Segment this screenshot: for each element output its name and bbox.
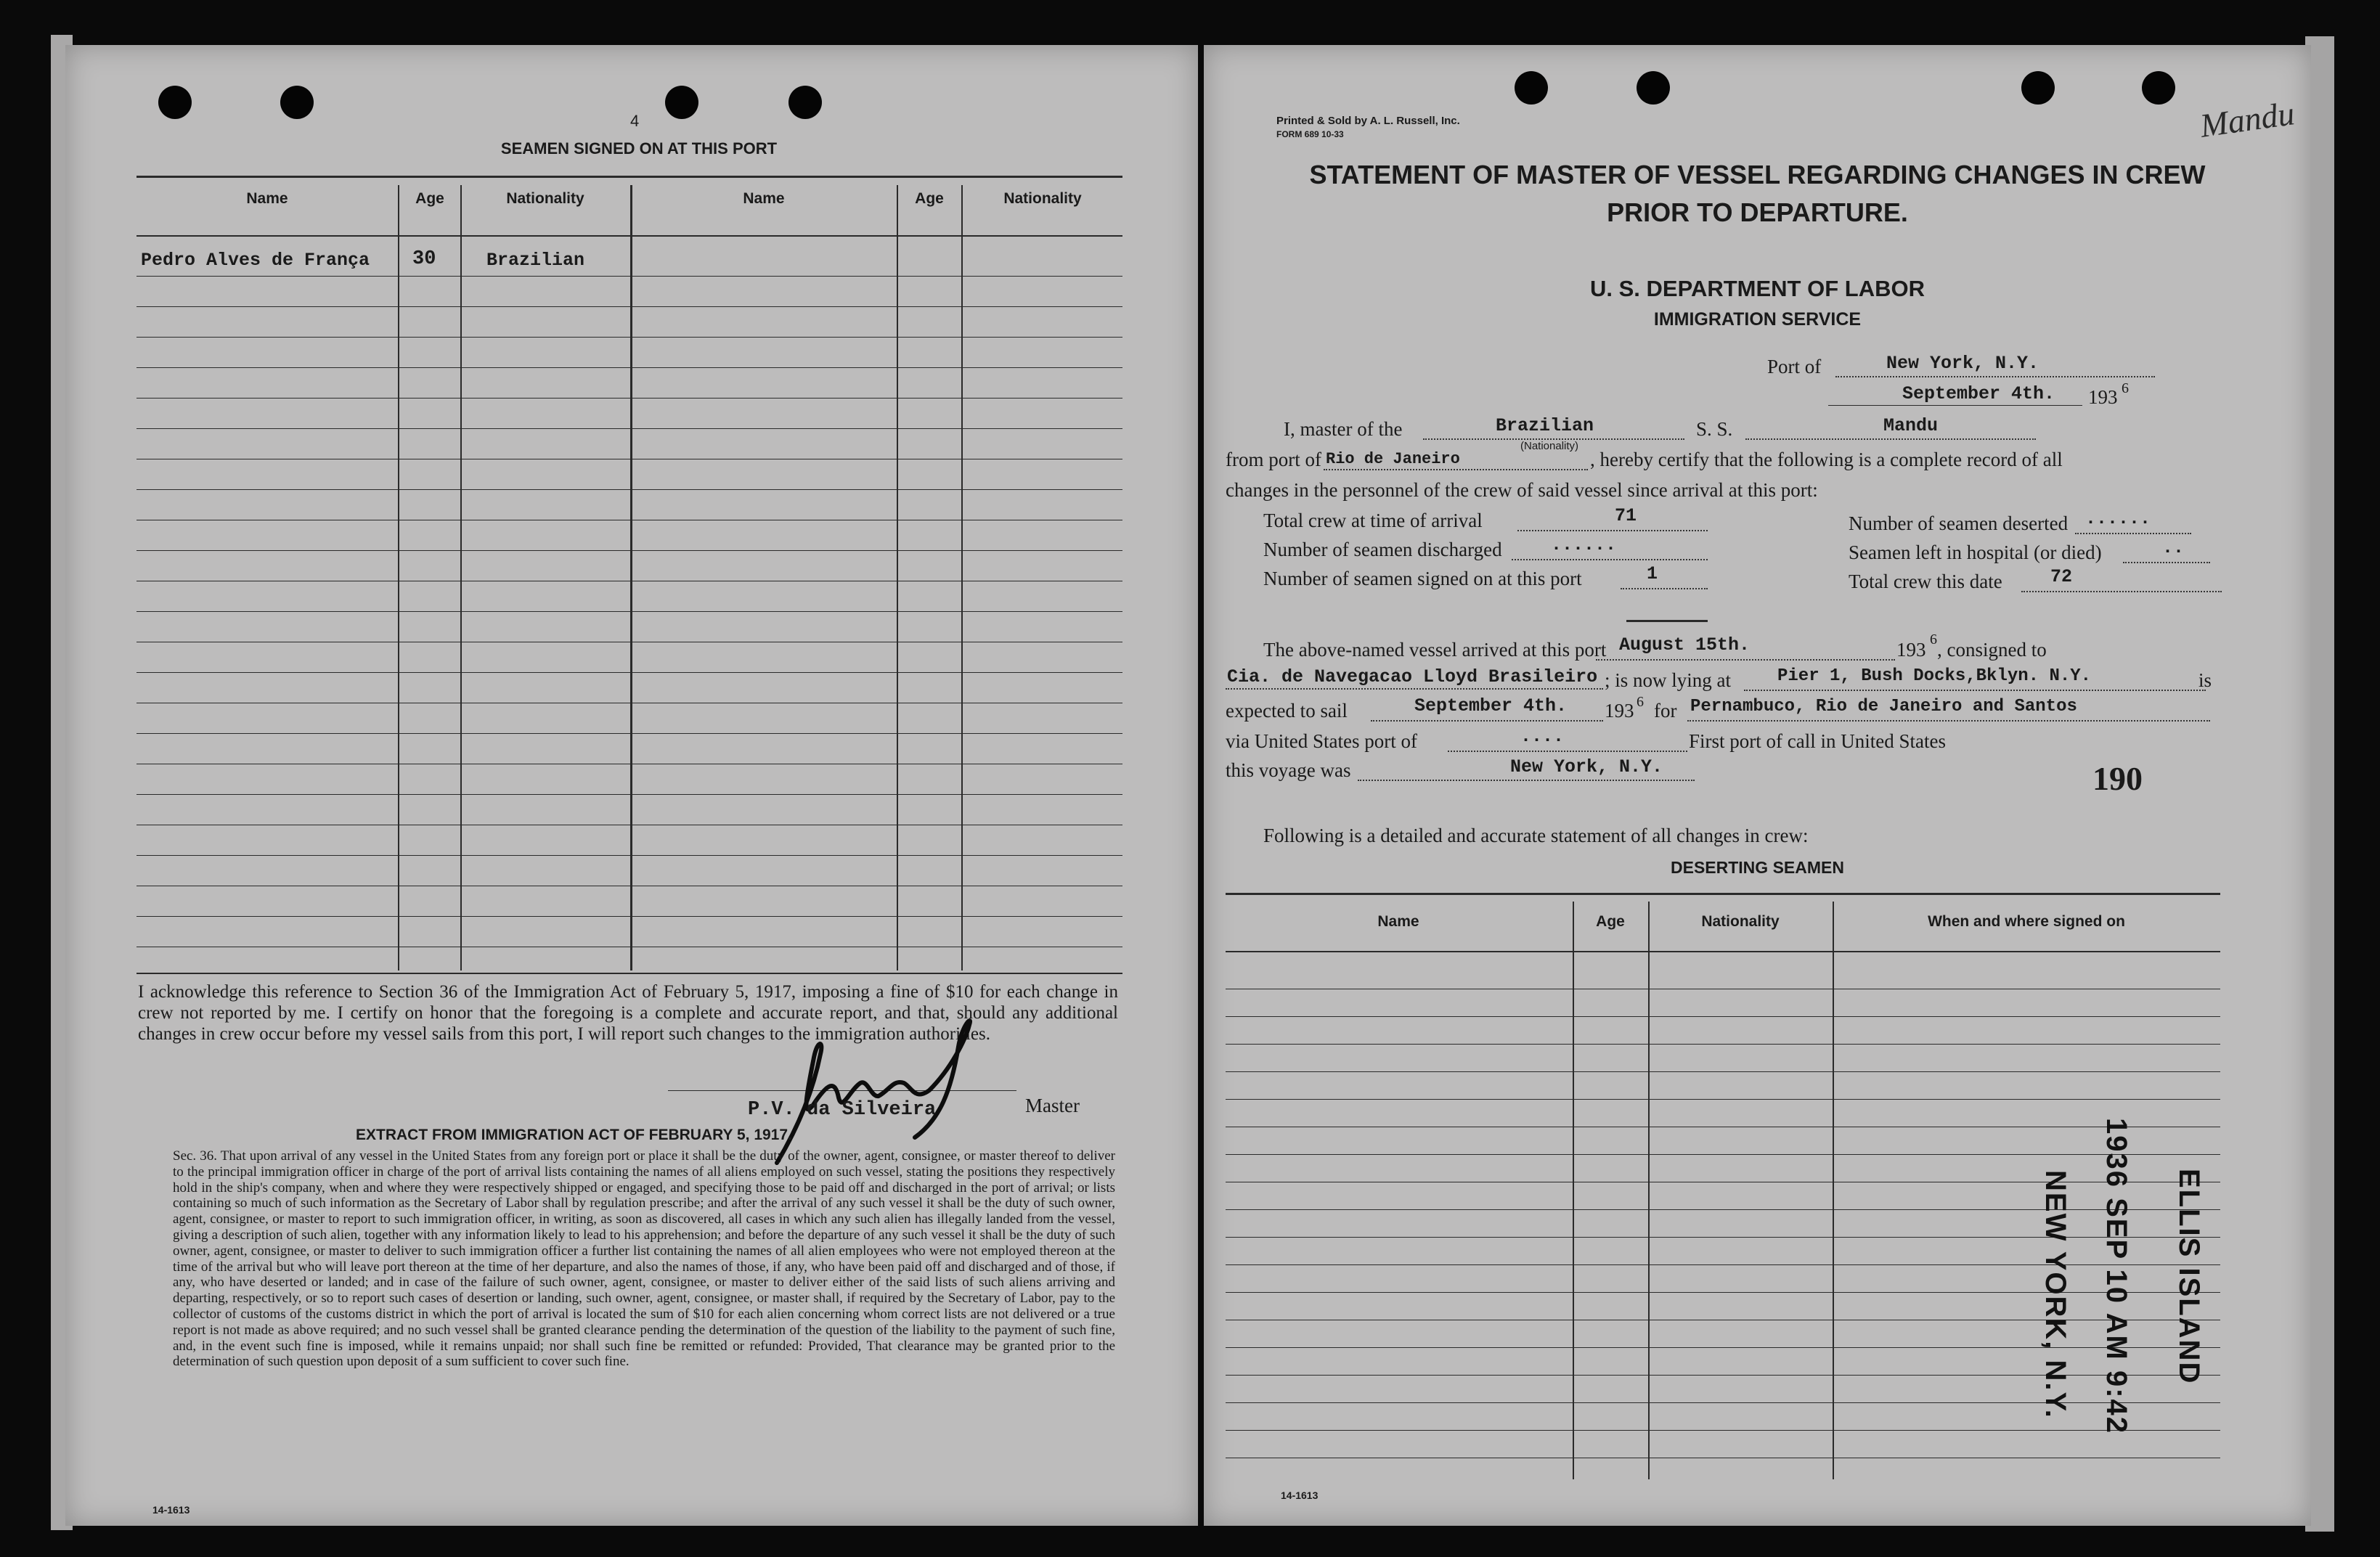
col-header-age-2: Age [915, 190, 944, 207]
col-header-name: Name [1377, 913, 1419, 930]
voyage-value: New York, N.Y. [1510, 756, 1663, 777]
signature-name: P.V. da Silveira [748, 1099, 937, 1121]
sail-value: September 4th. [1414, 695, 1568, 716]
master-label: Master [1025, 1095, 1080, 1116]
for-label: for [1654, 700, 1677, 722]
left-page [65, 45, 1198, 1526]
lying-suffix: is [2198, 669, 2212, 691]
certify-text: , hereby certify that the following is a complete record of all [1590, 449, 2063, 470]
destination: Pernambuco, Rio de Janeiro and Santos [1690, 697, 2077, 716]
punch-hole [665, 86, 698, 119]
sum-line [1626, 620, 1708, 622]
hospital-label: Seamen left in hospital (or died) [1849, 542, 2102, 563]
service: IMMIGRATION SERVICE [1653, 309, 1862, 330]
following-text: Following is a detailed and accurate statement of all changes in crew: [1263, 825, 1809, 846]
date-value: September 4th. [1902, 383, 2055, 404]
deserting-title: DESERTING SEAMEN [1671, 858, 1844, 877]
punch-hole [158, 86, 192, 119]
col-header-name: Name [246, 190, 288, 207]
sail-label: expected to sail [1226, 700, 1348, 722]
lying-value: Pier 1, Bush Docks,Bklyn. N.Y. [1777, 666, 2092, 686]
master-of-label: I, master of the [1284, 418, 1403, 440]
extract-title: EXTRACT FROM IMMIGRATION ACT OF FEBRUARY 5, 1917. [356, 1127, 792, 1143]
stamp-line-1: ELLIS ISLAND [2173, 1169, 2205, 1385]
entry-age: 30 [412, 248, 436, 270]
sail-year-prefix: 193 [1605, 700, 1634, 722]
consigned-label: , consigned to [1937, 639, 2047, 661]
stamp-number: 190 [2092, 760, 2143, 797]
entry-nationality: Brazilian [486, 250, 585, 271]
from-port-label: from port of [1226, 449, 1321, 470]
form-code-left: 14-1613 [152, 1504, 190, 1516]
discharged-label: Number of seamen discharged [1263, 539, 1502, 560]
col-header-nationality-2: Nationality [1003, 190, 1082, 207]
punch-hole [280, 86, 314, 119]
year-digit: 6 [2122, 380, 2129, 396]
page-number: 4 [630, 112, 640, 130]
year-prefix: 193 [2088, 386, 2118, 408]
voyage-label: this voyage was [1226, 759, 1351, 781]
via-value: .... [1520, 726, 1565, 747]
discharged-value: ...... [1551, 534, 1617, 555]
punch-hole [1637, 71, 1670, 105]
lying-label: ; is now lying at [1605, 669, 1731, 691]
first-port-label: First port of call in United States [1689, 730, 1946, 752]
arrived-value: August 15th. [1619, 634, 1751, 655]
nationality-caption: (Nationality) [1520, 440, 1579, 452]
col-header-nationality: Nationality [506, 190, 584, 207]
total-date-value: 72 [2050, 566, 2073, 587]
total-arrival-label: Total crew at time of arrival [1263, 510, 1483, 531]
printer-credit: Printed & Sold by A. L. Russell, Inc. [1276, 115, 1460, 127]
section-title: SEAMEN SIGNED ON AT THIS PORT [500, 139, 778, 158]
entry-name: Pedro Alves de França [141, 250, 370, 271]
form-code-right: 14-1613 [1281, 1489, 1319, 1501]
punch-hole [788, 86, 822, 119]
total-arrival-value: 71 [1615, 505, 1637, 526]
extract-text: Sec. 36. That upon arrival of any vessel in the United States from any foreign port or place it shall be the duty of the owner, agent, consignee, or master thereof to deliver to the principal immigration officer in charge of the port of arrival lists containing the names of all aliens employed on such vessel, stating the positions they respectively hold in the ship's company, when and where they were respectively shipped or engaged, and specifying those to be paid off and discharged in the port of arrival; or lists containing so much of such information as the Secretary of Labor shall by regulation prescribe; and after the arrival of any such vessel it shall be the duty of such owner, agent, consignee, or master to report to such immigration officer, in writing, as soon as discovered, all cases in which any such alien has illegally landed from the vessel, giving a description of such alien, together with any information likely to lead to his apprehension; and before the departure of any such vessel it shall be the duty of such owner, agent, consignee, or master to deliver to such immigration officer a further list containing the names of all alien employees who were not employed thereon at the time of the arrival but who will leave port thereon at the time of her departure, and also the names of those, if any, who have been paid off and discharged and of those, if any, who have deserted or landed; and in case of the failure of such owner, agent, consignee, or master to deliver either of the said lists of such aliens arriving and departing, respectively, or so to report such cases of desertion or landing, such owner, agent, consignee, or master shall, if required by the Secretary of Labor, pay to the collector of customs of the customs district in which the port of arrival is located the sum of $10 for each alien concerning whom correct lists are not delivered or a true report is not made as above required; and no such vessel shall be granted clearance pending the determination of the question of the liability to the payment of such fine, and, in the event such fine is imposed, while it remains unpaid; nor shall such fine be remitted or refunded: Provided, That clearance may be granted prior to the determination of such question upon deposit of a sum sufficient to cover such fine. [173, 1148, 1115, 1370]
nationality-value: Brazilian [1496, 415, 1594, 436]
changes-text: changes in the personnel of the crew of said vessel since arrival at this port: [1226, 479, 1818, 501]
title-line-1: STATEMENT OF MASTER OF VESSEL REGARDING CHANGES IN CREW [1309, 160, 2206, 189]
stamp-line-3: NEW YORK, N.Y. [2039, 1170, 2071, 1419]
form-number: FORM 689 10-33 [1276, 129, 1344, 139]
stamp-line-2: 1936 SEP 10 AM 9:42 [2100, 1118, 2132, 1435]
title-line-2: PRIOR TO DEPARTURE. [1607, 197, 1908, 227]
deserted-label: Number of seamen deserted [1849, 512, 2069, 534]
from-port-value: Rio de Janeiro [1326, 450, 1460, 468]
signature-scribble [733, 1010, 1038, 1170]
consignee: Cia. de Navegacao Lloyd Brasileiro [1227, 666, 1598, 687]
signed-on-label: Number of seamen signed on at this port [1263, 568, 1582, 589]
department: U. S. DEPARTMENT OF LABOR [1590, 276, 1925, 301]
punch-hole [2021, 71, 2055, 105]
via-label: via United States port of [1226, 730, 1417, 752]
punch-hole [2142, 71, 2175, 105]
port-of-value: New York, N.Y. [1886, 353, 2039, 374]
arrived-year-prefix: 193 [1896, 639, 1926, 661]
right-page [1204, 45, 2311, 1526]
port-of-label: Port of [1767, 356, 1822, 377]
col-header-name-2: Name [743, 190, 785, 207]
col-header-nationality: Nationality [1701, 913, 1780, 930]
acknowledgement-text: I acknowledge this reference to Section 36 of the Immigration Act of February 5, 1917, imposing a fine of $10 for each change in crew not reported by me. I certify on honor that the foregoing is a complete and accurate report, and that, should any additional changes in crew occur before my vessel sails from this port, I will report such changes to the immigration authorities. [138, 982, 1118, 1044]
ship-name: Mandu [1883, 415, 1939, 436]
hospital-value: .. [2162, 537, 2185, 558]
col-header-age: Age [1596, 913, 1625, 930]
ss-label: S. S. [1696, 418, 1733, 440]
punch-hole [1515, 71, 1548, 105]
col-header-when-where: When and where signed on [1928, 913, 2125, 930]
signed-on-value: 1 [1647, 563, 1658, 584]
arrived-label: The above-named vessel arrived at this port [1263, 639, 1607, 661]
deserted-value: ...... [2085, 508, 2151, 529]
handwritten-note: Mandu [2198, 94, 2297, 144]
col-header-age: Age [415, 190, 444, 207]
total-date-label: Total crew this date [1849, 571, 2002, 592]
arrived-year-digit: 6 [1930, 632, 1937, 647]
sail-year-digit: 6 [1637, 694, 1644, 710]
